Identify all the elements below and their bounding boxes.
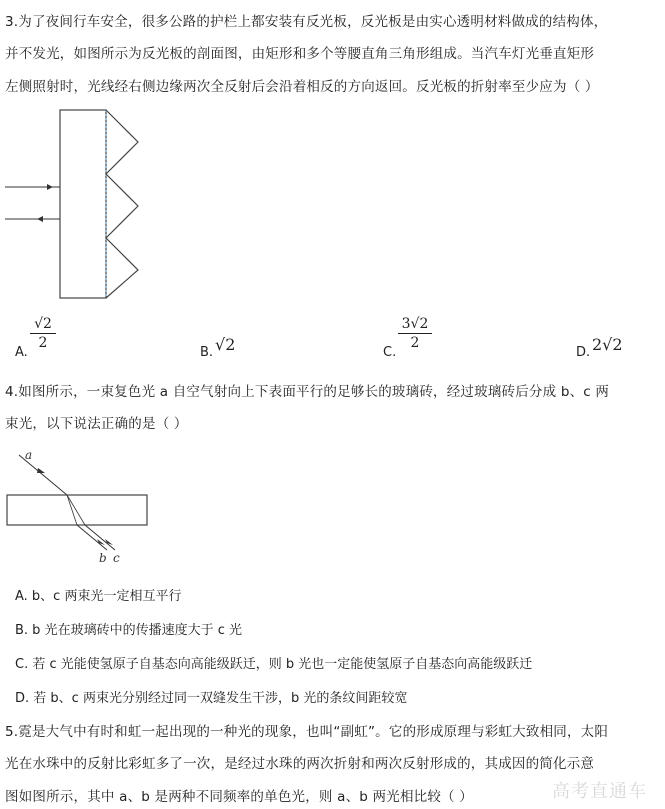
- q5-line-2: 光在水珠中的反射比彩虹多了一次，是经过水珠的两次折射和两次反射形成的，其成因的简化示意: [5, 756, 595, 772]
- q3-reflector-figure: [5, 105, 155, 305]
- q4-glass-slab-figure: [5, 447, 155, 567]
- returned-ray-arrow: [37, 216, 43, 222]
- glass-slab: [7, 495, 147, 525]
- q4-choice-b: B. b 光在玻璃砖中的传播速度大于 c 光: [15, 623, 242, 638]
- incident-ray-arrow: [47, 184, 53, 190]
- label-b: b: [99, 551, 107, 565]
- q3-option-c-numerator: 3√2: [401, 316, 429, 332]
- reflector-rectangle: [60, 110, 106, 298]
- emergent-ray-c: [85, 525, 115, 550]
- label-a: a: [25, 448, 33, 462]
- q4-choice-c: C. 若 c 光能使氢原子自基态向高能级跃迁，则 b 光也一定能使氢原子自基态向高能级跃迁: [15, 657, 533, 672]
- label-c: c: [113, 551, 120, 565]
- q3-option-a-numerator: √2: [34, 316, 52, 332]
- q4-line-1: 4.如图所示，一束复色光 a 自空气射向上下表面平行的足够长的玻璃砖，经过玻璃砖后分成 b、c 两: [5, 384, 610, 400]
- refracted-ray-c-inside: [67, 495, 85, 525]
- q3-line-3: 左侧照射时，光线经右侧边缘两次全反射后会沿着相反的方向返回。反光板的折射率至少应为（ ）: [5, 79, 599, 95]
- q3-option-a-denominator: 2: [38, 335, 48, 351]
- q5-line-3: 图如图所示，其中 a、b 是两种不同频率的单色光，则 a、b 两光相比较（ ）: [5, 789, 473, 805]
- q3-option-c-value: [398, 316, 432, 351]
- q4-line-2: 束光，以下说法正确的是（ ）: [5, 416, 188, 432]
- q3-option-c-denominator: 2: [410, 335, 420, 351]
- q4-choice-d: D. 若 b、c 两束光分别经过同一双缝发生干涉，b 光的条纹间距较宽: [15, 691, 408, 706]
- emergent-ray-b: [77, 525, 107, 550]
- q4-choice-a: A. b、c 两束光一定相互平行: [15, 589, 182, 604]
- q3-option-b-label: B.: [200, 345, 214, 360]
- q3-option-a-value: [30, 316, 56, 351]
- q3-option-d-value: 2√2: [592, 335, 623, 354]
- watermark-text: 高考直通车: [552, 781, 647, 802]
- emergent-ray-b-arrow: [97, 539, 105, 545]
- refracted-ray-b-inside: [67, 495, 77, 525]
- q3-option-c-label: C.: [383, 345, 397, 360]
- q3-line-1: 3.为了夜间行车安全，很多公路的护栏上都安装有反光板，反光板是由实心透明材料做成的结构体，: [5, 14, 608, 30]
- incident-ray-a-arrow: [37, 468, 45, 473]
- q5-line-1: 5.霓是大气中有时和虹一起出现的一种光的现象，也叫“副虹”。它的形成原理与彩虹大致相同，太阳: [5, 724, 609, 740]
- q3-option-a-label: A.: [15, 345, 28, 360]
- q3-option-d-label: D.: [576, 345, 591, 360]
- emergent-ray-c-arrow: [105, 539, 113, 545]
- q3-line-2: 并不发光，如图所示为反光板的剖面图，由矩形和多个等腰直角三角形组成。当汽车灯光垂直矩形: [5, 46, 595, 62]
- q3-option-b-value: √2: [215, 335, 236, 354]
- reflector-prism-teeth: [106, 110, 138, 298]
